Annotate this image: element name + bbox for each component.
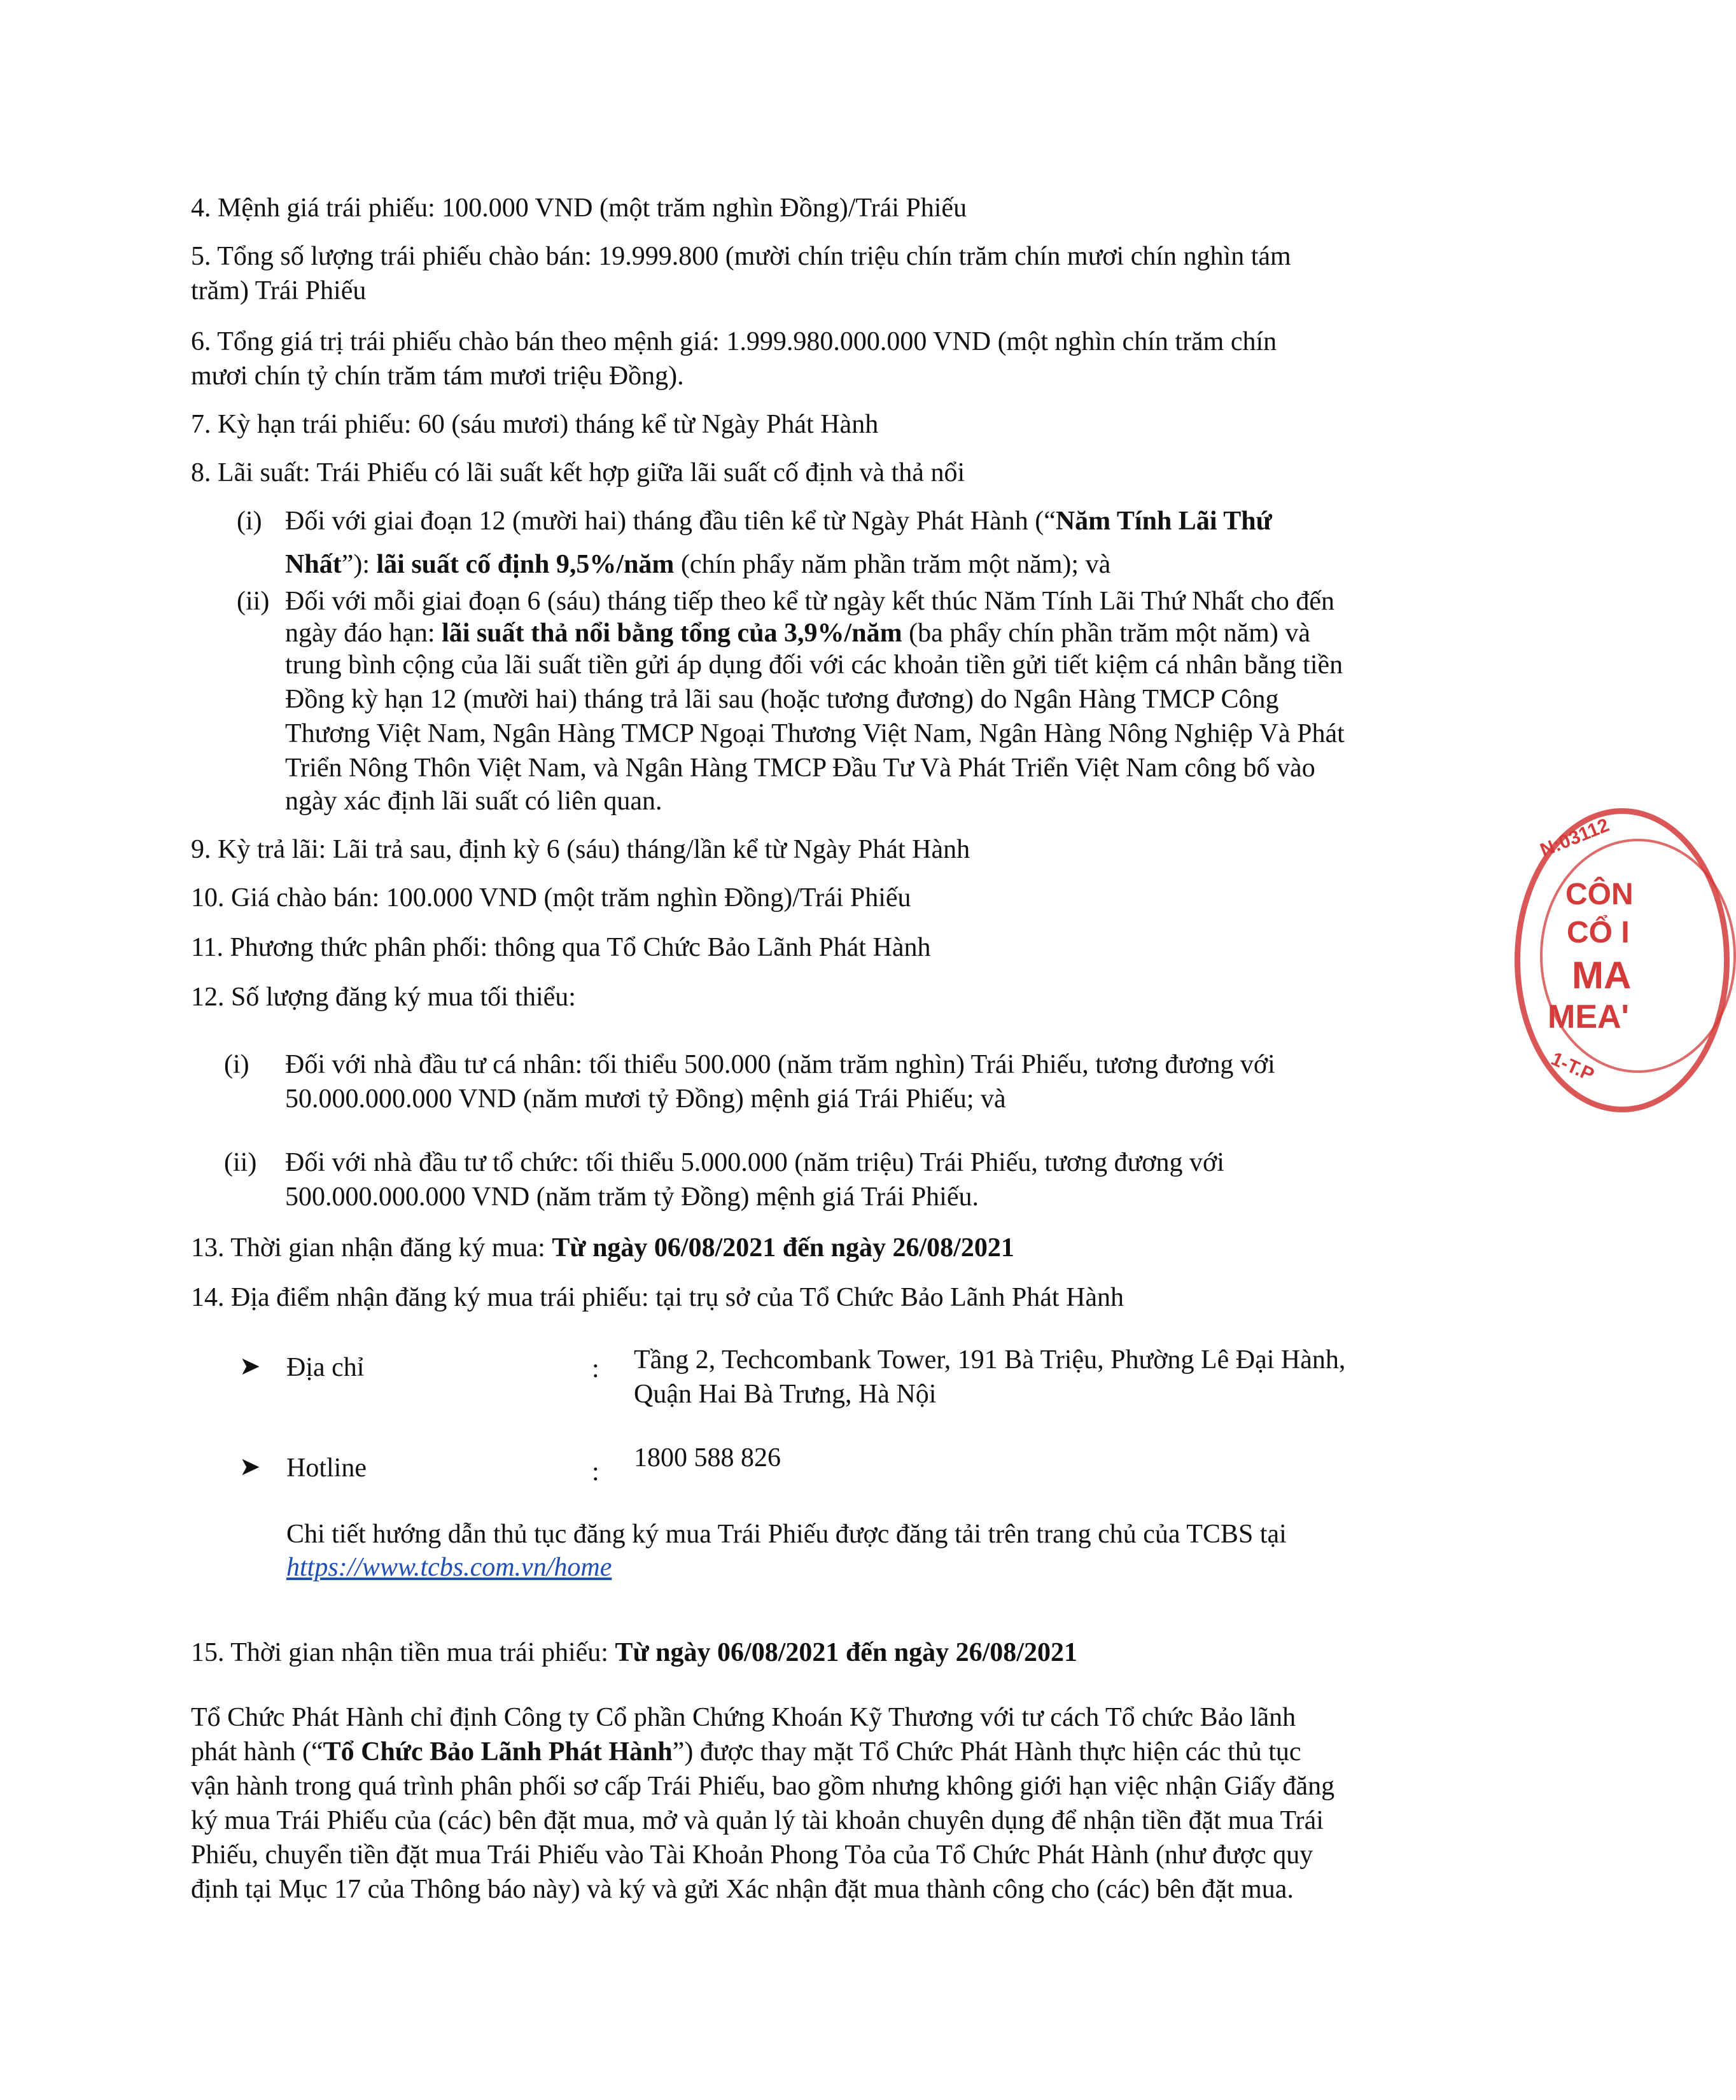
arrow-bullet-icon: ➤ (239, 1452, 261, 1481)
item-8-i-line-2 (285, 546, 1110, 583)
paragraph-text: phát hành (“ (191, 1737, 323, 1767)
item-4: 4. Mệnh giá trái phiếu: 100.000 VND (một trăm nghìn Đồng)/Trái Phiếu (191, 193, 967, 223)
item-9: 9. Kỳ trả lãi: Lãi trả sau, định kỳ 6 (sáu) tháng/lần kể từ Ngày Phát Hành (191, 835, 970, 864)
item-13-label: 13. Thời gian nhận đăng ký mua: (191, 1233, 552, 1263)
item-8: 8. Lãi suất: Trái Phiếu có lãi suất kết hợp giữa lãi suất cố định và thả nổi (191, 458, 965, 487)
guide-link-line (286, 1549, 612, 1586)
item-8-ii-number: (ii) (237, 587, 270, 616)
item-6-line-1: 6. Tổng giá trị trái phiếu chào bán theo mệnh giá: 1.999.980.000.000 VND (một nghìn chín trăm chín (191, 327, 1277, 356)
item-8-ii-text: ngày đáo hạn: (285, 619, 442, 648)
item-15-label: 15. Thời gian nhận tiền mua trái phiếu: (191, 1638, 615, 1667)
item-12-ii-number: (ii) (224, 1148, 257, 1177)
quote-close: ”): (341, 550, 377, 579)
seal-top-text: N:03112 (1537, 814, 1613, 862)
defined-term-underwriter: Tổ Chức Bảo Lãnh Phát Hành (323, 1737, 673, 1767)
item-5-line-1: 5. Tổng số lượng trái phiếu chào bán: 19.999.800 (mười chín triệu chín trăm chín mươi chín nghìn tám (191, 242, 1291, 271)
item-12-i-line-1: Đối với nhà đầu tư cá nhân: tối thiểu 500.000 (năm trăm nghìn) Trái Phiếu, tương đương với (285, 1050, 1275, 1079)
item-12-ii-line-1: Đối với nhà đầu tư tổ chức: tối thiểu 5.000.000 (năm triệu) Trái Phiếu, tương đương với (285, 1148, 1224, 1177)
floating-rate-note: (ba phẩy chín phần trăm một năm) và (902, 619, 1311, 648)
hotline-value: 1800 588 826 (634, 1443, 781, 1473)
paragraph-line-6: định tại Mục 17 của Thông báo này) và ký và gửi Xác nhận đặt mua thành công cho (các) bên đặt mua. (191, 1875, 1294, 1904)
company-seal-inner-ring (1540, 839, 1736, 1073)
item-5-line-2: trăm) Trái Phiếu (191, 276, 367, 305)
defined-term: Năm Tính Lãi Thứ (1055, 507, 1272, 536)
item-8-i-text: Đối với giai đoạn 12 (mười hai) tháng đầu tiên kể từ Ngày Phát Hành (“ (285, 507, 1056, 536)
seal-line-4: MEA' (1548, 998, 1629, 1035)
defined-term-end: Nhất (285, 550, 342, 579)
paragraph-line-3: vận hành trong quá trình phân phối sơ cấp Trái Phiếu, bao gồm nhưng không giới hạn việc nhận Giấy đăng (191, 1772, 1335, 1801)
seal-line-1: CÔN (1565, 878, 1634, 911)
item-8-ii-line-5: Thương Việt Nam, Ngân Hàng TMCP Ngoại Thương Việt Nam, Ngân Hàng Nông Nghiệp Và Phát (285, 719, 1345, 748)
item-8-i-number: (i) (237, 507, 262, 536)
hotline-colon: : (592, 1457, 599, 1487)
paragraph-line-5: Phiếu, chuyển tiền đặt mua Trái Phiếu vào Tài Khoản Phong Tỏa của Tổ Chức Phát Hành (như được quy (191, 1840, 1313, 1870)
item-14: 14. Địa điểm nhận đăng ký mua trái phiếu: tại trụ sở của Tổ Chức Bảo Lãnh Phát Hành (191, 1283, 1124, 1312)
address-line-1: Tầng 2, Techcombank Tower, 191 Bà Triệu, Phường Lê Đại Hành, (634, 1345, 1346, 1375)
hotline-label: Hotline (286, 1453, 367, 1483)
registration-guide: Chi tiết hướng dẫn thủ tục đăng ký mua Trái Phiếu được đăng tải trên trang chủ của TCBS tại (286, 1520, 1287, 1549)
item-8-i-line-1 (285, 503, 1272, 540)
item-8-ii-line-3: trung bình cộng của lãi suất tiền gửi áp dụng đối với các khoản tiền gửi tiết kiệm cá nhân bằng tiền (285, 650, 1343, 680)
seal-line-2: CỔ I (1567, 916, 1630, 949)
fixed-rate: lãi suất cố định 9,5%/năm (376, 550, 675, 579)
item-12-ii-line-2: 500.000.000.000 VND (năm trăm tỷ Đồng) mệnh giá Trái Phiếu. (285, 1182, 979, 1212)
address-colon: : (592, 1354, 599, 1383)
item-12-i-line-2: 50.000.000.000 VND (năm mươi tỷ Đồng) mệnh giá Trái Phiếu; và (285, 1084, 1006, 1114)
item-8-ii-line-1: Đối với mỗi giai đoạn 6 (sáu) tháng tiếp theo kể từ ngày kết thúc Năm Tính Lãi Thứ Nhất cho đến (285, 587, 1334, 616)
item-11: 11. Phương thức phân phối: thông qua Tổ Chức Bảo Lãnh Phát Hành (191, 933, 931, 962)
fixed-rate-note: (chín phẩy năm phần trăm một năm); và (674, 550, 1111, 579)
tcbs-home-link[interactable]: https://www.tcbs.com.vn/home (286, 1553, 612, 1582)
paragraph-line-2 (191, 1733, 1301, 1770)
registration-period: Từ ngày 06/08/2021 đến ngày 26/08/2021 (552, 1233, 1014, 1263)
item-8-ii-line-6: Triển Nông Thôn Việt Nam, và Ngân Hàng TMCP Đầu Tư Và Phát Triển Việt Nam công bố vào (285, 753, 1315, 783)
item-12: 12. Số lượng đăng ký mua tối thiểu: (191, 983, 576, 1012)
item-7: 7. Kỳ hạn trái phiếu: 60 (sáu mươi) tháng kể từ Ngày Phát Hành (191, 410, 879, 439)
item-10: 10. Giá chào bán: 100.000 VND (một trăm nghìn Đồng)/Trái Phiếu (191, 883, 911, 913)
floating-rate: lãi suất thả nổi bằng tổng của 3,9%/năm (442, 619, 902, 648)
item-8-ii-line-7: ngày xác định lãi suất có liên quan. (285, 787, 662, 816)
seal-bottom-text: 1-T.P (1548, 1048, 1597, 1086)
arrow-bullet-icon: ➤ (239, 1352, 261, 1380)
paragraph-text: ”) được thay mặt Tổ Chức Phát Hành thực hiện các thủ tục (672, 1737, 1301, 1767)
paragraph-line-1: Tổ Chức Phát Hành chỉ định Công ty Cổ phần Chứng Khoán Kỹ Thương với tư cách Tổ chức Bảo lãnh (191, 1703, 1296, 1732)
item-13 (191, 1229, 1014, 1266)
item-12-i-number: (i) (224, 1050, 249, 1079)
item-6-line-2: mươi chín tỷ chín trăm tám mươi triệu Đồng). (191, 361, 684, 391)
seal-line-3: MA (1572, 954, 1632, 997)
item-8-ii-line-4: Đồng kỳ hạn 12 (mười hai) tháng trả lãi sau (hoặc tương đương) do Ngân Hàng TMCP Công (285, 685, 1279, 714)
address-label: Địa chỉ (286, 1353, 365, 1382)
paragraph-line-4: ký mua Trái Phiếu của (các) bên đặt mua, mở và quản lý tài khoản chuyên dụng để nhận tiền đặt mua Trái (191, 1806, 1324, 1835)
payment-period: Từ ngày 06/08/2021 đến ngày 26/08/2021 (615, 1638, 1077, 1667)
address-line-2: Quận Hai Bà Trưng, Hà Nội (634, 1380, 937, 1409)
item-15 (191, 1634, 1077, 1671)
